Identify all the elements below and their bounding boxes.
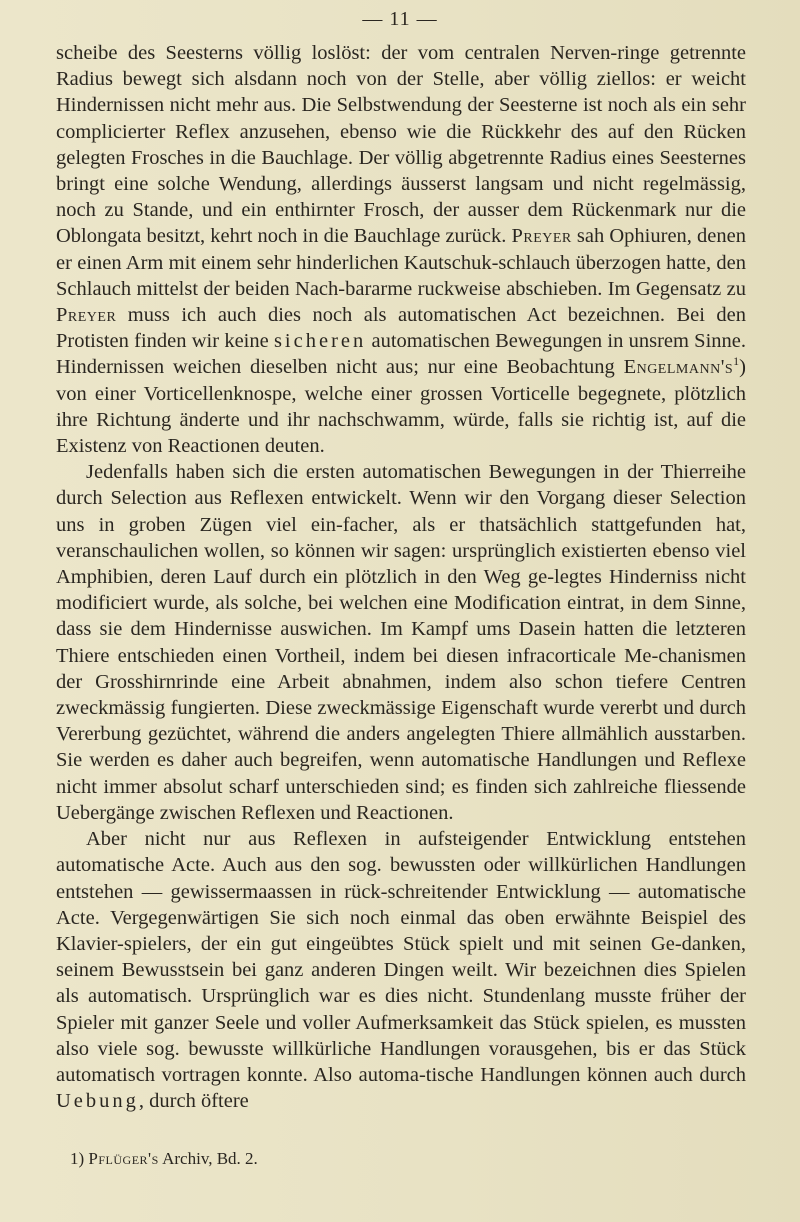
text-run: ) von einer Vorticellenknospe, welche einer grossen Vorticelle begegnete, plötzlich ihre Richtung änderte und ihr nachschwamm, würde, falls sie richtig ist, auf die Existenz von Reactionen deuten. [56, 356, 746, 458]
text-run: scheibe des Seesterns völlig loslöst: der vom centralen Nerven-ringe getrennte Radius bewegt sich alsdann noch von der Stelle, aber völlig ziellos: er weicht Hindernissen nicht mehr aus. Die Selbstwendung der Seesterne ist noch als ein sehr complicierter Reflex anzusehen, ebenso wie die Rückkehr des auf den Rücken gelegten Frosches in die Bauchlage. Der völlig abgetrennte Radius eines Seesternes bringt eine solche Wendung, allerdings äusserst langsam und nicht regelmässig, noch zu Stande, und ein enthirnter Frosch, der ausser dem Rückenmark nur die Oblongata besitzt, kehrt noch in die Bauchlage zurück. [56, 42, 746, 248]
footnote [70, 1149, 258, 1169]
emphasized-word: Uebung [56, 1090, 139, 1113]
text-run: sah Ophiuren, denen er einen Arm mit einem sehr hinderlichen Kautschuk-schlauch überzogen hatte, den Schlauch mittelst der beiden Nach-bararme ruckweise abschieben. Im Gegensatz zu [56, 225, 747, 300]
author-name: Preyer [511, 225, 572, 248]
footnote-marker: 1 [733, 354, 740, 369]
paragraph-3 [56, 826, 746, 1114]
text-run: Aber nicht nur aus Reflexen in aufsteigender Entwicklung entstehen automatische Acte. Auch aus den sog. bewussten oder willkürlichen Handlungen entstehen — gewissermaassen in rück-schreitender Entwicklung — automatische Acte. Vergegenwärtigen Sie sich noch einmal das oben erwähnte Beispiel des Klavier-spielers, der ein gut eingeübtes Stück spielt und mit seinen Ge-danken, seinem Bewusstsein bei ganz anderen Dingen weilt. Wir bezeichnen dies Spielen als automatisch. Ursprünglich war es dies nicht. Stundenlang musste früher der Spieler mit ganzer Seele und voller Aufmerksamkeit das Stück spielen, es mussten also viele sog. bewusste willkürliche Handlungen vorausgehen, bis er das Stück automatisch vortragen konnte. Also automa-tische Handlungen können auch durch [56, 828, 746, 1086]
footnote-text: Archiv, Bd. 2. [158, 1149, 258, 1168]
author-name: Engelmann's [623, 356, 734, 379]
footnote-number: 1) [70, 1149, 85, 1168]
author-name: Preyer [56, 304, 117, 327]
paragraph-2 [56, 459, 746, 826]
text-run: , durch öftere [138, 1090, 249, 1113]
paragraph-1 [56, 40, 746, 459]
footnote-author: Pflüger's [88, 1149, 159, 1168]
text-run: muss ich auch dies noch als automatischen Act bezeichnen. Bei den Protisten finden wir keine [56, 304, 746, 353]
text-run: Jedenfalls haben sich die ersten automatischen Bewegungen in der Thierreihe durch Selection aus Reflexen entwickelt. Wenn wir den Vorgang dieser Selection uns in groben Zügen viel ein-facher, als er thatsächlich stattgefunden hat, veranschaulichen wollen, so können wir sagen: ursprünglich existierten ebenso viel Amphibien, deren Lauf durch ein plötzlich in den Weg ge-legtes Hinderniss nicht modificiert wurde, als solche, bei welchen eine Modification eintrat, in dem Sinne, dass sie dem Hindernisse auswichen. Im Kampf ums Dasein hatten die letzteren Thiere entschieden einen Vortheil, indem bei diesen infracorticale Me-chanismen der Grosshirnrinde eine Arbeit abnahmen, indem also schon tiefere Centren zweckmässig fungierten. Diese zweckmässige Eigenschaft wurde vererbt und durch Vererbung gezüchtet, während die anders angelegten Thiere allmählich ausstarben. Sie werden es daher auch begreifen, wenn automatische Handlungen und Reflexe nicht immer absolut scharf unterschieden sind; es finden sich zahlreiche fliessende Uebergänge zwischen Reflexen und Reactionen. [56, 461, 746, 824]
page-number: — 11 — [362, 8, 438, 30]
text-run: automatischen Bewegungen in unsrem Sinne. Hindernissen weichen dieselben nicht aus; nur eine Beobachtung [56, 330, 747, 379]
emphasized-word: sicheren [273, 330, 367, 353]
body-text [56, 40, 746, 1114]
